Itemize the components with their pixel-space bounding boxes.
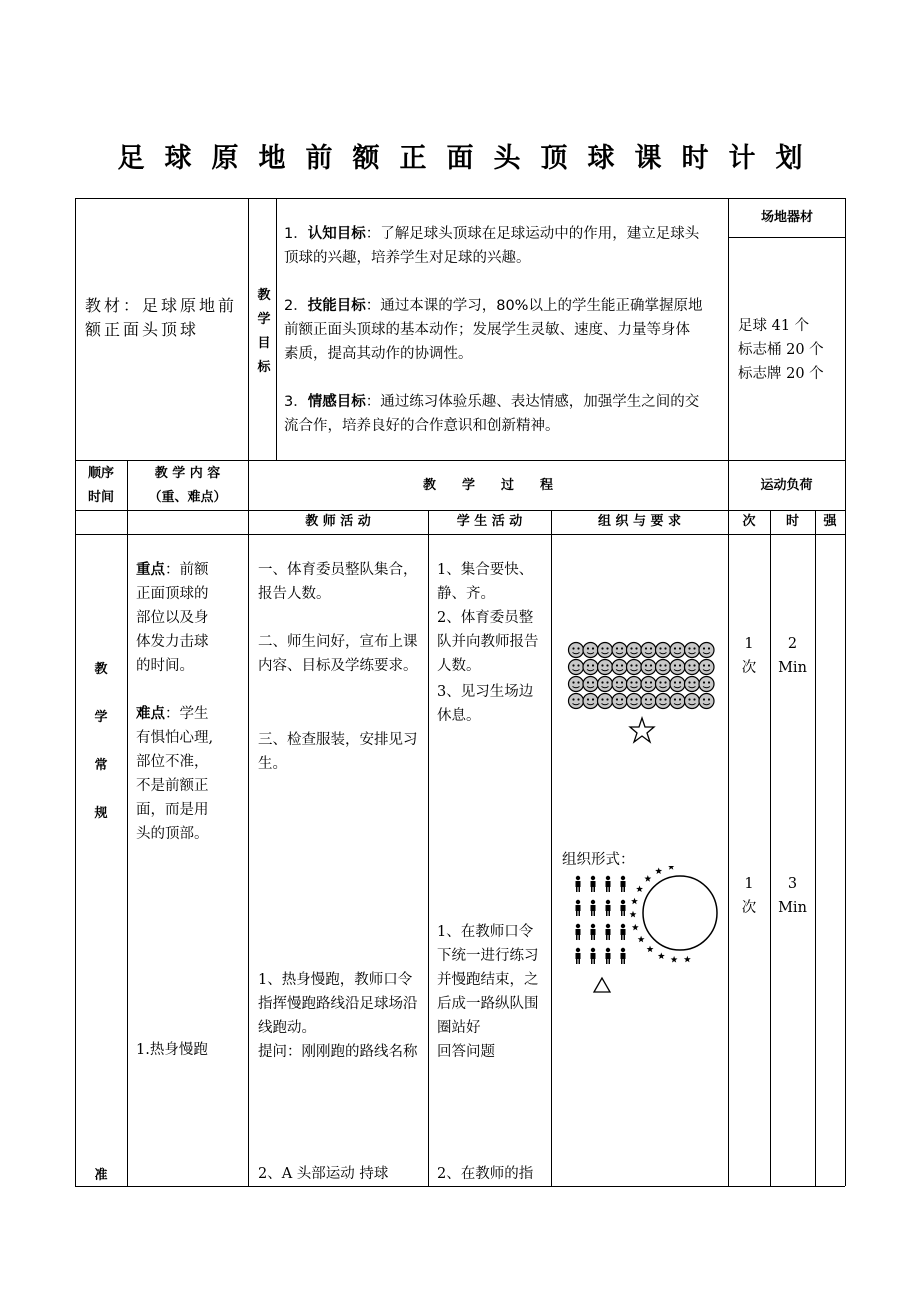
- student-face-icon: [569, 660, 584, 675]
- section-label-char: 规: [94, 806, 108, 821]
- student-face-icon: [612, 677, 627, 692]
- student-face-icon: [699, 643, 714, 658]
- student-face-icon: [612, 694, 627, 709]
- student-figure-icon: [606, 924, 611, 940]
- equipment-item: 标志牌 20 个: [738, 366, 824, 382]
- student-face-icon: [641, 677, 656, 692]
- student-p4: 1、在教师口令下统一进行练习并慢跑结束，之后成一路纵队围圈站好: [437, 924, 539, 1036]
- difficulty-label: 难点: [136, 705, 165, 722]
- time-header: 时间: [87, 490, 114, 505]
- objectives-label-char: 教: [257, 288, 271, 303]
- objective-head: 情感目标: [307, 394, 366, 410]
- times-header: 次: [742, 514, 756, 529]
- section-label-char: 教: [94, 662, 108, 677]
- difficulty-text: ：学生有惧怕心理,部位不准，不是前额正面，而是用头的顶部。: [136, 706, 214, 842]
- student-face-icon: [670, 677, 685, 692]
- formation-label: 组织形式：: [562, 852, 635, 868]
- times-unit: 次: [741, 660, 757, 676]
- student-figure-icon: [591, 876, 596, 892]
- student-face-icon: [670, 660, 685, 675]
- order-header: 顺序: [87, 466, 114, 481]
- duration-value: 3: [787, 876, 798, 892]
- objective-num: 1．: [284, 226, 308, 242]
- times-unit: 次: [741, 900, 757, 916]
- load-row-2-times: [728, 872, 770, 920]
- student-p5: 回答问题: [437, 1044, 495, 1060]
- intensity-header: 强: [823, 514, 837, 529]
- student-face-icon: [641, 660, 656, 675]
- objectives-label: [254, 284, 274, 380]
- key-label: 重点: [136, 561, 165, 578]
- teacher-p1: 一、体育委员整队集合，报告人数。: [258, 562, 418, 602]
- teacher-triangle-icon: [594, 978, 610, 992]
- objectives-label-char: 标: [257, 360, 271, 375]
- section-label-char: 学: [94, 710, 108, 725]
- circle-star-icon: [630, 911, 637, 918]
- student-face-icon: [583, 677, 598, 692]
- student-figure-icon: [576, 876, 581, 892]
- student-header: 学 生 活 动: [456, 514, 523, 529]
- student-figures: [576, 876, 626, 964]
- student-face-icon: [656, 694, 671, 709]
- circle-star-icon: [638, 936, 645, 943]
- student-face-icon: [685, 660, 700, 675]
- process-header: 教 学 过 程: [422, 478, 553, 493]
- student-face-icon: [699, 694, 714, 709]
- times-value: 1: [744, 876, 754, 892]
- teacher-p4: 1、热身慢跑，教师口令指挥慢跑路线沿足球场沿线跑动。: [258, 972, 418, 1036]
- circle-star-icon: [671, 956, 678, 963]
- student-figure-icon: [606, 900, 611, 916]
- duration-header: 时: [785, 514, 799, 529]
- student-face-icon: [569, 677, 584, 692]
- duration-unit: Min: [778, 660, 807, 676]
- student-figure-icon: [576, 900, 581, 916]
- objective-num: 3．: [284, 394, 308, 410]
- student-p2: 2、体育委员整队并向教师报告人数。: [437, 610, 539, 674]
- student-face-icon: [627, 694, 642, 709]
- key-text: ：前额正面顶球的部位以及身体发力击球的时间。: [136, 562, 209, 674]
- page-title: 足球原地前额正面头顶球课时计划: [117, 143, 823, 174]
- circle-star-icon: [632, 924, 639, 931]
- teacher-p5: 提问：刚刚跑的路线名称: [258, 1044, 418, 1060]
- key-point: [136, 558, 220, 678]
- student-face-icon: [612, 660, 627, 675]
- student-figure-icon: [621, 876, 626, 892]
- run-circle: [643, 876, 717, 950]
- content-header: [127, 462, 248, 510]
- objective-text: ：通过本课的学习，80%以上的学生能正确掌握原地前额正面头顶球的基本动作；发展学生灵敏、速度、力量等身体素质，提高其动作的协调性。: [284, 298, 703, 362]
- student-figure-icon: [621, 924, 626, 940]
- equipment-header: 场地器材: [760, 210, 813, 225]
- difficulty: [136, 702, 220, 846]
- student-figure-icon: [621, 948, 626, 964]
- circle-star-icon: [658, 953, 665, 960]
- times-value: 1: [744, 636, 754, 652]
- student-face-icon: [569, 643, 584, 658]
- student-faces: [569, 643, 715, 709]
- student-figure-icon: [621, 900, 626, 916]
- material-text: 教材：足球原地前额正面头顶球: [85, 296, 238, 339]
- assembly-formation-diagram: [562, 638, 722, 748]
- teacher-p3: 三、检查服装，安排见习生。: [258, 732, 418, 772]
- objective-3: [284, 390, 704, 438]
- section-label-char: 常: [94, 758, 108, 773]
- student-face-icon: [699, 677, 714, 692]
- load-row-1-duration: [770, 632, 815, 680]
- student-face-icon: [641, 643, 656, 658]
- circle-star-icon: [668, 866, 675, 870]
- student-p6: 2、在教师的指: [437, 1166, 534, 1182]
- student-face-icon: [656, 660, 671, 675]
- student-face-icon: [598, 677, 613, 692]
- circle-star-icon: [647, 946, 654, 953]
- student-figure-icon: [606, 876, 611, 892]
- circle-star-icon: [644, 875, 651, 882]
- student-face-icon: [583, 660, 598, 675]
- objectives-label-char: 学: [257, 312, 271, 327]
- student-figure-icon: [591, 924, 596, 940]
- student-face-icon: [612, 643, 627, 658]
- objective-text: ：了解足球头顶球在足球运动中的作用，建立足球头顶球的兴趣，培养学生对足球的兴趣。: [284, 226, 700, 266]
- objective-2: [284, 294, 704, 366]
- student-figure-icon: [591, 948, 596, 964]
- teacher-star-icon: [630, 718, 654, 742]
- student-figure-icon: [576, 924, 581, 940]
- load-header: 运动负荷: [760, 478, 813, 493]
- circle-star-icon: [631, 898, 638, 905]
- student-p1: 1、集合要快、静、齐。: [437, 562, 534, 602]
- student-face-icon: [598, 660, 613, 675]
- student-face-icon: [699, 660, 714, 675]
- content-header-sub: （重、难点）: [148, 490, 227, 505]
- equipment-item: 足球 41 个: [738, 318, 810, 334]
- teacher-p2: 二、师生问好，宣布上课内容、目标及学练要求。: [258, 634, 418, 674]
- student-figure-icon: [576, 948, 581, 964]
- student-face-icon: [627, 677, 642, 692]
- objectives-label-char: 目: [257, 336, 271, 351]
- student-face-icon: [685, 677, 700, 692]
- circle-star-icon: [636, 886, 643, 893]
- student-face-icon: [685, 643, 700, 658]
- objective-head: 技能目标: [307, 298, 366, 314]
- order-time-header: [75, 462, 127, 510]
- student-face-icon: [685, 694, 700, 709]
- student-face-icon: [583, 694, 598, 709]
- equipment-list: [738, 314, 842, 386]
- student-face-icon: [598, 643, 613, 658]
- student-p3: 3、见习生场边休息。: [437, 684, 534, 724]
- duration-unit: Min: [778, 900, 807, 916]
- student-figure-icon: [591, 900, 596, 916]
- material-cell: [85, 294, 241, 342]
- objective-head: 认知目标: [307, 226, 366, 242]
- student-face-icon: [598, 694, 613, 709]
- objective-1: [284, 222, 704, 270]
- objective-num: 2．: [284, 298, 308, 314]
- student-face-icon: [670, 643, 685, 658]
- load-row-2-duration: [770, 872, 815, 920]
- circle-stars: [630, 866, 691, 963]
- content-header-title: 教 学 内 容: [154, 466, 221, 481]
- student-face-icon: [656, 643, 671, 658]
- equipment-item: 标志桶 20 个: [738, 342, 824, 358]
- circle-star-icon: [684, 956, 691, 963]
- warmup-formation-diagram: [566, 866, 726, 996]
- student-face-icon: [670, 694, 685, 709]
- teacher-header: 教 师 活 动: [305, 514, 371, 529]
- org-header: 组 织 与 要 求: [597, 514, 682, 529]
- circle-star-icon: [655, 868, 662, 875]
- warmup-item: 1.热身慢跑: [136, 1042, 208, 1058]
- student-face-icon: [583, 643, 598, 658]
- load-row-1-times: [728, 632, 770, 680]
- student-face-icon: [627, 660, 642, 675]
- student-face-icon: [656, 677, 671, 692]
- student-figure-icon: [606, 948, 611, 964]
- student-face-icon: [641, 694, 656, 709]
- duration-value: 2: [787, 636, 798, 652]
- section-label-char: 准: [94, 1168, 108, 1183]
- student-face-icon: [627, 643, 642, 658]
- teacher-p6: 2、A 头部运动 持球: [258, 1166, 389, 1182]
- objective-text: ：通过练习体验乐趣、表达情感，加强学生之间的交流合作，培养良好的合作意识和创新精神。: [284, 394, 700, 434]
- student-face-icon: [569, 694, 584, 709]
